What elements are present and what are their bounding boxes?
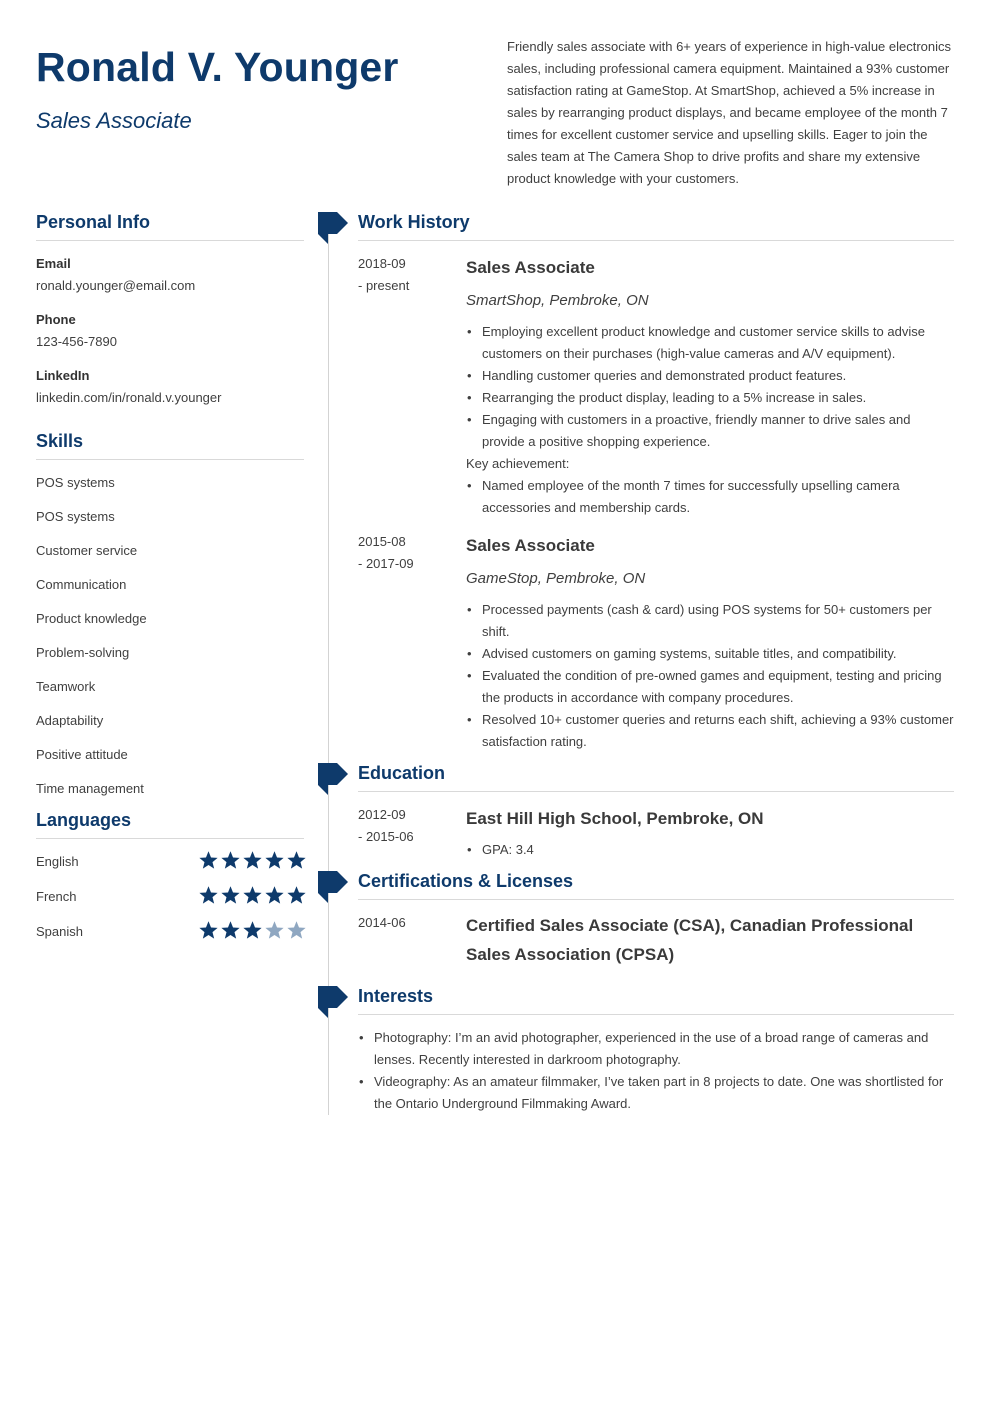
- skill-item: POS systems: [36, 475, 115, 490]
- job-role: Sales Associate: [466, 258, 595, 277]
- star-filled-icon: [220, 885, 241, 905]
- section-flag-icon: [317, 986, 349, 1018]
- star-filled-icon: [198, 920, 219, 940]
- interests-heading: Interests: [358, 986, 954, 1015]
- key-achievement-bullets: [466, 475, 956, 519]
- skill-item: Communication: [36, 577, 127, 592]
- resume-summary: Friendly sales associate with 6+ years of experience in high-value electronics sales, including professional camera equipment. Maintained a 93% customer satisfaction rating at GameStop. At SmartShop, achieved a 5% increase in sales by rearranging product displays, and became employee of the month 7 times for excellent customer service and upselling skills. Eager to join the sales team at The Camera Shop to drive profits and share my extensive product knowledge with your customers.: [507, 39, 952, 186]
- job-date-end: - present: [358, 278, 410, 293]
- star-filled-icon: [286, 885, 307, 905]
- skill-item: POS systems: [36, 509, 115, 524]
- list-item: • Employing excellent product knowledge and customer service skills to advise customers on their purchases (high-value cameras and A/V equipment).: [466, 321, 956, 365]
- list-item: • Photography: I’m an avid photographer, experienced in the use of a broad range of cameras and lenses. Recently interested in darkroom photography.: [358, 1027, 954, 1071]
- skill-item: Customer service: [36, 543, 138, 558]
- resume-job-title: Sales Associate: [36, 108, 192, 133]
- skill-item: Positive attitude: [36, 747, 128, 762]
- job-company: GameStop, Pembroke, ON: [466, 570, 646, 587]
- star-filled-icon: [198, 850, 219, 870]
- list-item: • Engaging with customers in a proactive, friendly manner to drive sales and provide a positive shopping experience.: [466, 409, 956, 453]
- phone-value: 123-456-7890: [36, 334, 117, 349]
- section-flag-icon: [317, 212, 349, 244]
- certification-date: 2014-06: [358, 915, 406, 930]
- skills-heading: Skills: [36, 431, 304, 460]
- star-empty-icon: [286, 920, 307, 940]
- education-details: [466, 839, 956, 861]
- phone-label: Phone: [36, 312, 76, 327]
- skill-item: Teamwork: [36, 679, 96, 694]
- languages-heading: Languages: [36, 810, 304, 839]
- work-history-heading: Work History: [358, 212, 954, 241]
- job-date-start: 2015-08: [358, 534, 406, 549]
- language-rating-stars: [198, 920, 307, 940]
- education-date-start: 2012-09: [358, 807, 406, 822]
- list-item: • Resolved 10+ customer queries and returns each shift, achieving a 93% customer satisfaction rating.: [466, 709, 956, 753]
- list-item: • Handling customer queries and demonstrated product features.: [466, 365, 956, 387]
- star-filled-icon: [242, 850, 263, 870]
- language-rating-stars: [198, 885, 307, 905]
- star-filled-icon: [286, 850, 307, 870]
- star-filled-icon: [242, 920, 263, 940]
- star-filled-icon: [220, 920, 241, 940]
- star-filled-icon: [264, 885, 285, 905]
- email-label: Email: [36, 256, 71, 271]
- language-name: Spanish: [36, 924, 83, 939]
- skill-item: Time management: [36, 781, 144, 796]
- language-name: French: [36, 889, 77, 904]
- list-item: • Processed payments (cash & card) using POS systems for 50+ customers per shift.: [466, 599, 956, 643]
- interests-list: [358, 1027, 954, 1115]
- email-value[interactable]: ronald.younger@email.com: [36, 278, 196, 293]
- star-filled-icon: [242, 885, 263, 905]
- list-item: • Evaluated the condition of pre-owned games and equipment, testing and pricing the products in accordance with company procedures.: [466, 665, 956, 709]
- certification-name: Certified Sales Associate (CSA), Canadian Professional Sales Association (CPSA): [466, 916, 914, 964]
- skill-item: Adaptability: [36, 713, 104, 728]
- language-name: English: [36, 854, 79, 869]
- star-filled-icon: [220, 850, 241, 870]
- job-bullets: [466, 321, 956, 453]
- list-item: • GPA: 3.4: [466, 839, 956, 861]
- section-flag-icon: [317, 763, 349, 795]
- job-company: SmartShop, Pembroke, ON: [466, 292, 649, 309]
- job-bullets: [466, 599, 956, 753]
- skill-item: Problem-solving: [36, 645, 130, 660]
- education-school: East Hill High School, Pembroke, ON: [466, 809, 764, 828]
- list-item: • Named employee of the month 7 times for successfully upselling camera accessories and membership cards.: [466, 475, 956, 519]
- education-date-end: - 2015-06: [358, 829, 414, 844]
- personal-info-heading: Personal Info: [36, 212, 304, 241]
- list-item: • Rearranging the product display, leading to a 5% increase in sales.: [466, 387, 956, 409]
- linkedin-label: LinkedIn: [36, 368, 90, 383]
- star-filled-icon: [264, 850, 285, 870]
- certifications-heading: Certifications & Licenses: [358, 871, 954, 900]
- star-filled-icon: [198, 885, 219, 905]
- timeline-line: [328, 225, 329, 1115]
- linkedin-value[interactable]: linkedin.com/in/ronald.v.younger: [36, 390, 222, 405]
- job-date-start: 2018-09: [358, 256, 406, 271]
- star-empty-icon: [264, 920, 285, 940]
- list-item: • Advised customers on gaming systems, suitable titles, and compatibility.: [466, 643, 956, 665]
- job-date-end: - 2017-09: [358, 556, 414, 571]
- key-achievement-label: Key achievement:: [466, 456, 570, 471]
- list-item: • Videography: As an amateur filmmaker, I’ve taken part in 8 projects to date. One was shortlisted for the Ontario Underground Filmmaking Award.: [358, 1071, 954, 1115]
- language-rating-stars: [198, 850, 307, 870]
- skill-item: Product knowledge: [36, 611, 147, 626]
- job-role: Sales Associate: [466, 536, 595, 555]
- education-heading: Education: [358, 763, 954, 792]
- resume-name: Ronald V. Younger: [36, 44, 399, 90]
- section-flag-icon: [317, 871, 349, 903]
